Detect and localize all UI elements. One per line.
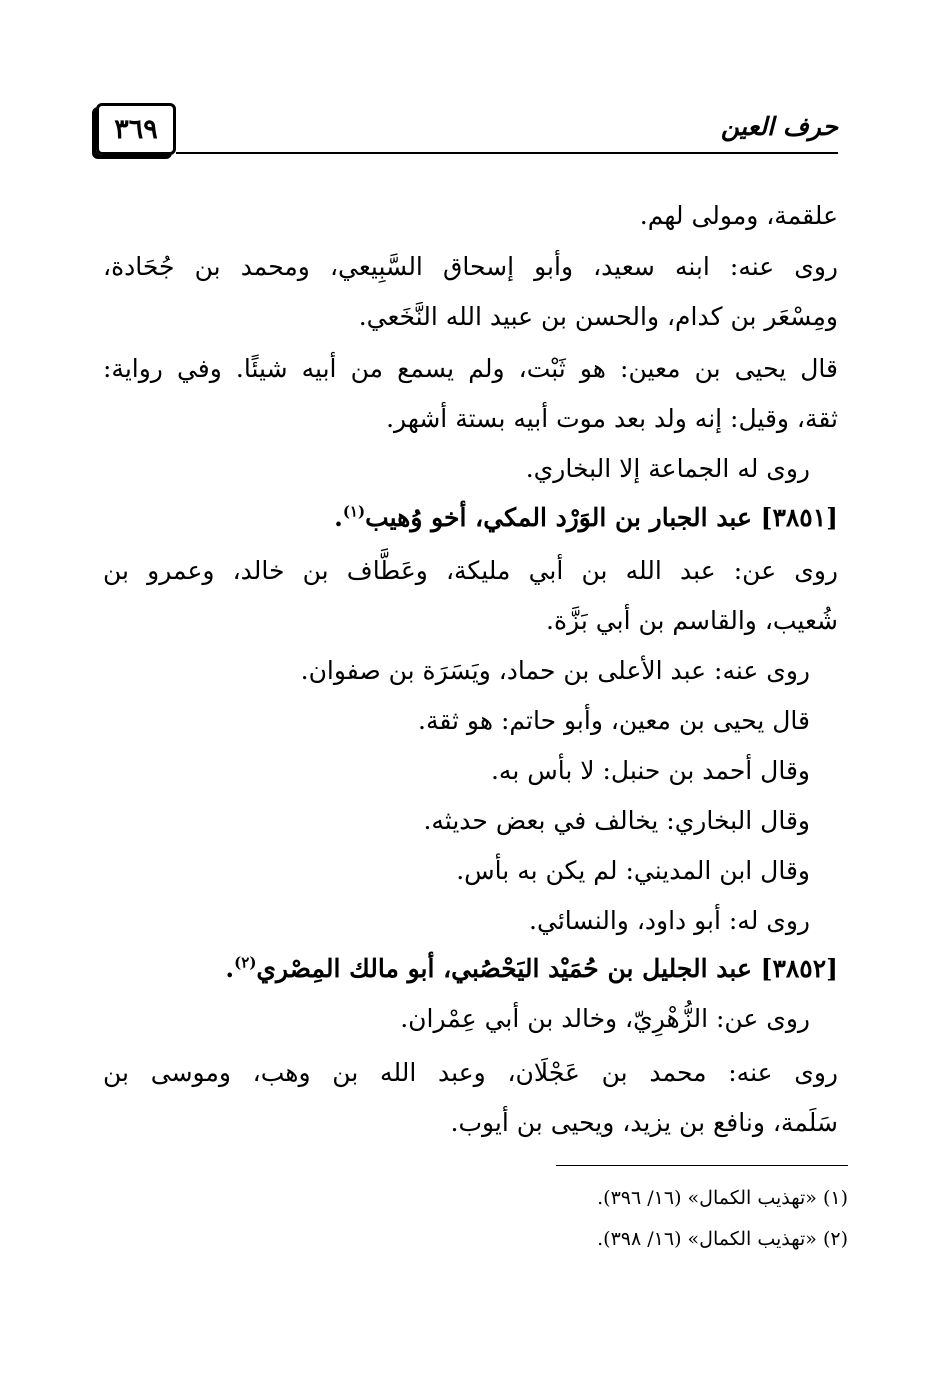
text-line: وقال ابن المديني: لم يكن به بأس.	[456, 856, 810, 885]
text-line: روى عن: الزُّهْرِيّ، وخالد بن أبي عِمْران.	[400, 1004, 810, 1033]
entry-heading-3851	[334, 495, 838, 541]
heading-period: .	[225, 954, 235, 983]
footnote: (٢) «تهذيب الكمال» (١٦/ ٣٩٨).	[597, 1228, 848, 1250]
text-line: روى عنه: محمد بن عَجْلَان، وعبد الله بن وهب، وموسى بن	[103, 1058, 838, 1087]
text-line: روى له الجماعة إلا البخاري.	[525, 454, 810, 483]
text-line: ثقة، وقيل: إنه ولد بعد موت أبيه بستة أشهر.	[386, 404, 838, 433]
heading-period: .	[334, 503, 343, 532]
footnote-marker: (١)	[342, 502, 366, 521]
footnote: (١) «تهذيب الكمال» (١٦/ ٣٩٦).	[597, 1187, 848, 1209]
entry-heading-text: [٣٨٥٢] عبد الجليل بن حُمَيْد اليَحْصُبي، أبو مالك المِصْري	[256, 954, 838, 983]
text-line: سَلَمة، ونافع بن يزيد، ويحيى بن أيوب.	[450, 1108, 838, 1137]
page-number: ٣٦٩	[96, 103, 176, 155]
text-line: روى عنه: ابنه سعيد، وأبو إسحاق السَّبِيعي، ومحمد بن جُحَادة،	[103, 252, 838, 281]
text-line: علقمة، ومولى لهم.	[639, 201, 838, 230]
entry-heading-text: [٣٨٥١] عبد الجبار بن الوَرْد المكي، أخو وُهيب	[365, 503, 838, 532]
text-line: وقال البخاري: يخالف في بعض حديثه.	[423, 806, 810, 835]
footnote-marker: (٢)	[234, 953, 257, 972]
footnote-divider	[556, 1165, 848, 1166]
text-line: قال يحيى بن معين، وأبو حاتم: هو ثقة.	[418, 706, 810, 735]
text-line: شُعيب، والقاسم بن أبي بَزَّة.	[546, 606, 838, 635]
text-line: قال يحيى بن معين: هو ثَبْت، ولم يسمع من أبيه شيئًا. وفي رواية:	[103, 354, 838, 383]
text-line: روى له: أبو داود، والنسائي.	[529, 906, 810, 935]
entry-heading-3852	[225, 946, 838, 992]
text-line: وقال أحمد بن حنبل: لا بأس به.	[490, 756, 810, 785]
text-line: روى عنه: عبد الأعلى بن حماد، ويَسَرَة بن صفوان.	[300, 656, 810, 685]
chapter-title: حرف العين	[720, 112, 838, 141]
text-line: ومِسْعَر بن كدام، والحسن بن عبيد الله النَّخَعي.	[358, 302, 838, 331]
header-divider	[176, 152, 838, 154]
text-line: روى عن: عبد الله بن أبي مليكة، وعَطَّاف بن خالد، وعمرو بن	[103, 556, 838, 585]
